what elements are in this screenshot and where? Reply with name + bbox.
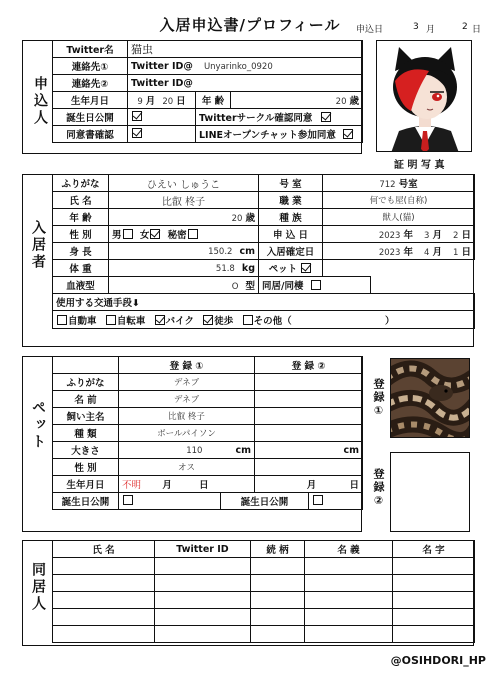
cohabitant-cell[interactable] [305, 592, 393, 609]
cohabitant-cell[interactable] [53, 592, 155, 609]
weight-unit: kg [241, 262, 255, 274]
contact1-label: 連絡先① [53, 58, 128, 75]
age-value: 20 [335, 97, 347, 107]
contact2-label: 連絡先② [53, 75, 128, 92]
apply-day: 2 [453, 231, 459, 241]
confirm-month-suffix: 月 [432, 247, 442, 258]
birthday-public-text: 誕生日公開 [66, 113, 114, 124]
pet1-size-unit: cm [235, 444, 252, 456]
pet2-owner[interactable] [255, 408, 363, 425]
resident-age-value: 20 [231, 214, 243, 224]
cohabitant-header-name: 氏 名 [53, 541, 155, 558]
apply-date-label: 申込日 [356, 25, 384, 35]
cohabitant-cell[interactable] [393, 575, 475, 592]
birth-month: 9 [137, 97, 143, 107]
birthday-public-label [53, 109, 128, 126]
transport-other-checkbox[interactable] [243, 315, 253, 325]
pet-photo2[interactable] [390, 452, 470, 532]
cohabitant-header-twitter: Twitter ID [155, 541, 251, 558]
apply-month-suffix: 月 [432, 230, 442, 241]
cohabitant-header-relation: 続 柄 [251, 541, 305, 558]
pet1-size: 110 [186, 445, 203, 456]
resident-apply-field[interactable] [323, 226, 475, 243]
pet2-size-unit: cm [343, 444, 360, 456]
resident-furigana-label: ふりがな [53, 175, 109, 192]
portrait-eye [432, 93, 442, 101]
twitter-name-value[interactable]: 猫虫 [128, 41, 363, 58]
cohabitant-cell[interactable] [393, 558, 475, 575]
pet2-furigana[interactable] [255, 374, 363, 391]
cohabitant-cell[interactable] [251, 626, 305, 643]
pet-gender-label: 性 別 [53, 459, 119, 476]
table-row [53, 558, 475, 575]
cohabitant-cell[interactable] [53, 609, 155, 626]
race-label: 種 族 [259, 209, 323, 226]
doc-confirm-text: 同意書確認 [66, 130, 114, 141]
pet1-birthday-field[interactable] [119, 476, 255, 493]
pet-check-text: ペット [268, 264, 298, 275]
gender-male-checkbox[interactable] [123, 229, 133, 239]
confirm-date-label: 入居確定日 [259, 243, 323, 260]
pet-furigana-label: ふりがな [53, 374, 119, 391]
pet1-birth-month-suffix: 月 [162, 480, 172, 491]
cohabitant-cell[interactable] [155, 575, 251, 592]
age-label: 年 齢 [196, 92, 231, 109]
transport-bicycle-label: 自転車 [116, 315, 146, 327]
pet1-birth-day-suffix: 日 [199, 480, 209, 491]
confirm-year-suffix: 年 [403, 247, 413, 258]
pet2-birth-day-suffix: 日 [349, 480, 360, 491]
resident-gender-label: 性 別 [53, 226, 109, 243]
snake-photo-image [391, 359, 470, 438]
table-row [53, 575, 475, 592]
confirm-date-field[interactable] [323, 243, 475, 260]
cohabitant-cell[interactable] [305, 626, 393, 643]
apply-date-day: 2 [462, 22, 468, 32]
age-field[interactable] [231, 92, 363, 109]
pet1-owner[interactable]: 比叡 柊子 [119, 408, 255, 425]
table-row [53, 609, 475, 626]
applicant-section-label: 申込人 [32, 75, 48, 127]
cohabit-checkbox[interactable] [311, 280, 321, 290]
gender-female-checkbox[interactable] [150, 229, 160, 239]
birth-day: 20 [162, 97, 174, 107]
contact2-field[interactable] [128, 75, 363, 92]
transport-car-label: 自動車 [68, 315, 97, 327]
cohabitant-cell[interactable] [305, 575, 393, 592]
pet-photo1-label: 登録① [372, 378, 385, 419]
pet2-name[interactable] [255, 391, 363, 408]
resident-age-field[interactable] [109, 209, 259, 226]
height-value: 150.2 [208, 246, 233, 257]
pet-name-label: 名 前 [53, 391, 119, 408]
pet-header-blank [53, 357, 119, 374]
confirm-day: 1 [453, 248, 459, 258]
resident-name-value[interactable]: 比叡 柊子 [109, 192, 259, 209]
doc-confirm-checkbox[interactable] [132, 128, 142, 138]
cohabitant-cell[interactable] [393, 609, 475, 626]
blood-suffix: 型 [245, 281, 255, 292]
cohabitant-cell[interactable] [305, 609, 393, 626]
blood-value: O [231, 282, 239, 292]
twitter-name-label: Twitter名 [53, 41, 128, 58]
apply-date-day-suffix: 日 [472, 25, 482, 35]
birthday-public-cell [128, 109, 196, 126]
pet-birthday-label: 生年月日 [53, 476, 119, 493]
transport-walk-checkbox[interactable] [203, 315, 213, 325]
weight-field[interactable] [109, 260, 259, 277]
circle-consent-cell [196, 109, 363, 126]
transport-bike-checkbox[interactable] [155, 315, 165, 325]
birthday-field[interactable] [128, 92, 196, 109]
line-consent-cell [196, 126, 363, 143]
cohabit-text: 同居/同棲 [262, 281, 304, 292]
pet1-birthday-public-cell [119, 493, 221, 510]
resident-name-label: 氏 名 [53, 192, 109, 209]
pet2-kind[interactable] [255, 425, 363, 442]
transport-options [53, 311, 475, 329]
resident-section-label: 入居者 [30, 220, 46, 271]
character-portrait-image [377, 41, 472, 152]
cohabitant-cell[interactable] [53, 558, 155, 575]
pet-photo1[interactable] [390, 358, 470, 438]
id-photo[interactable] [376, 40, 472, 152]
apply-month: 3 [424, 231, 430, 241]
cohabitant-cell[interactable] [393, 592, 475, 609]
resident-gender-field [109, 226, 259, 243]
pet-birthday-public-label: 誕生日公開 [53, 493, 119, 510]
table-row [53, 626, 475, 643]
blood-label: 血液型 [53, 277, 109, 294]
gender-secret-checkbox[interactable] [188, 229, 198, 239]
apply-date-month: 3 [413, 22, 419, 32]
gender-secret-label: 秘密 [167, 230, 187, 241]
job-label: 職 業 [259, 192, 323, 209]
room-suffix: 号室 [398, 179, 418, 190]
apply-date-month-suffix: 月 [426, 25, 436, 35]
contact1-prefix: Twitter ID@ [131, 60, 193, 72]
contact1-value: Unyarinko_0920 [203, 61, 273, 72]
blood-field[interactable] [109, 277, 259, 294]
cohabitant-section-label: 同居人 [30, 562, 46, 613]
page-title: 入居申込書/プロフィール [159, 16, 341, 34]
cohabitant-cell[interactable] [251, 592, 305, 609]
doc-confirm-label [53, 126, 128, 143]
pet-checkbox[interactable] [301, 263, 311, 273]
pet1-furigana[interactable]: デネブ [119, 374, 255, 391]
height-field[interactable] [109, 243, 259, 260]
age-suffix: 歳 [349, 96, 360, 107]
job-value[interactable]: 何でも屋(自称) [323, 192, 475, 209]
transport-other-close: ） [384, 315, 395, 327]
resident-furigana-value[interactable]: ひえい しゅうこ [109, 175, 259, 192]
pet1-gender[interactable]: オス [119, 459, 255, 476]
cohabit-spacer [371, 277, 475, 294]
line-consent-checkbox[interactable] [343, 129, 353, 139]
contact2-prefix: Twitter ID@ [131, 77, 193, 89]
room-field[interactable] [323, 175, 475, 192]
transport-bike-label: バイク [165, 315, 194, 327]
transport-label: 使用する交通手段⬇ [53, 294, 475, 311]
apply-year: 2023 [378, 231, 401, 241]
room-value: 712 [379, 180, 396, 190]
pet-owner-label: 飼い主名 [53, 408, 119, 425]
weight-label: 体 重 [53, 260, 109, 277]
birthday-label: 生年月日 [53, 92, 128, 109]
transport-other-label: その他（ [253, 315, 292, 327]
gender-female-label: 女 [139, 230, 150, 241]
cohabitant-cell[interactable] [155, 592, 251, 609]
cohabitant-cell[interactable] [155, 558, 251, 575]
transport-walk-label: 徒歩 [214, 315, 234, 327]
contact1-field[interactable] [128, 58, 363, 75]
cohabit-label [259, 277, 371, 294]
cohabitant-cell[interactable] [53, 626, 155, 643]
pet-photo2-label: 登録② [372, 468, 385, 509]
pet-reg1-header: 登 録 ① [119, 357, 255, 374]
weight-value: 51.8 [215, 263, 235, 274]
cohabitant-cell[interactable] [251, 558, 305, 575]
pet1-birthday-public-checkbox[interactable] [123, 495, 133, 505]
cohabitant-cell[interactable] [251, 609, 305, 626]
cohabitant-cell[interactable] [393, 626, 475, 643]
resident-age-suffix: 歳 [245, 213, 255, 224]
resident-age-label: 年 齢 [53, 209, 109, 226]
pet1-size-field[interactable] [119, 442, 255, 459]
confirm-month: 4 [424, 248, 430, 258]
pet2-birth-month-suffix: 月 [306, 480, 317, 491]
pet-check-spacer [323, 260, 475, 277]
pet2-birthday-public-label: 誕生日公開 [221, 493, 309, 510]
doc-confirm-cell [128, 126, 196, 143]
pet-table [52, 356, 363, 510]
footer-credit: @OSIHDORI_HP [390, 654, 486, 667]
pet2-birthday-field[interactable] [255, 476, 363, 493]
cohabitant-table [52, 540, 475, 643]
birth-day-suffix: 日 [176, 96, 186, 107]
circle-consent-checkbox[interactable] [321, 112, 331, 122]
id-photo-label: 証 明 写 真 [394, 160, 445, 171]
pet-reg2-header: 登 録 ② [255, 357, 363, 374]
room-label: 号 室 [259, 175, 323, 192]
confirm-year: 2023 [378, 248, 401, 258]
pet1-kind[interactable]: ボールパイソン [119, 425, 255, 442]
cohabitant-cell[interactable] [53, 575, 155, 592]
pet2-birthday-public-checkbox[interactable] [313, 495, 323, 505]
circle-consent-label: Twitterサークル確認同意 [199, 113, 313, 124]
race-value[interactable]: 獣人(猫) [323, 209, 475, 226]
pet1-birth-unknown: 不明 [122, 480, 142, 491]
cohabitant-cell[interactable] [305, 558, 393, 575]
cohabitant-header-holder: 名 義 [305, 541, 393, 558]
cohabitant-cell[interactable] [155, 626, 251, 643]
resident-table [52, 174, 475, 329]
pet-size-label: 大きさ [53, 442, 119, 459]
transport-bicycle-checkbox[interactable] [106, 315, 116, 325]
confirm-day-suffix: 日 [461, 247, 471, 258]
pet2-size-field[interactable] [255, 442, 363, 459]
pet-check-label [259, 260, 323, 277]
cohabitant-cell[interactable] [155, 609, 251, 626]
pet2-gender[interactable] [255, 459, 363, 476]
height-label: 身 長 [53, 243, 109, 260]
apply-day-suffix: 日 [461, 230, 471, 241]
gender-male-label: 男 [112, 230, 122, 241]
birth-month-suffix: 月 [145, 96, 156, 107]
pet1-name[interactable]: デネブ [119, 391, 255, 408]
pet-section-label: ペット [30, 400, 46, 451]
transport-car-checkbox[interactable] [57, 315, 67, 325]
applicant-table [52, 40, 363, 143]
apply-year-suffix: 年 [403, 230, 413, 241]
cohabitant-header-surname: 名 字 [393, 541, 475, 558]
table-row [53, 592, 475, 609]
pet-kind-label: 種 類 [53, 425, 119, 442]
resident-apply-label: 申 込 日 [259, 226, 323, 243]
cohabitant-cell[interactable] [251, 575, 305, 592]
line-consent-label: LINEオープンチャット参加同意 [199, 130, 336, 141]
birthday-public-checkbox[interactable] [132, 111, 142, 121]
height-unit: cm [239, 245, 255, 257]
pet2-birthday-public-cell [309, 493, 363, 510]
